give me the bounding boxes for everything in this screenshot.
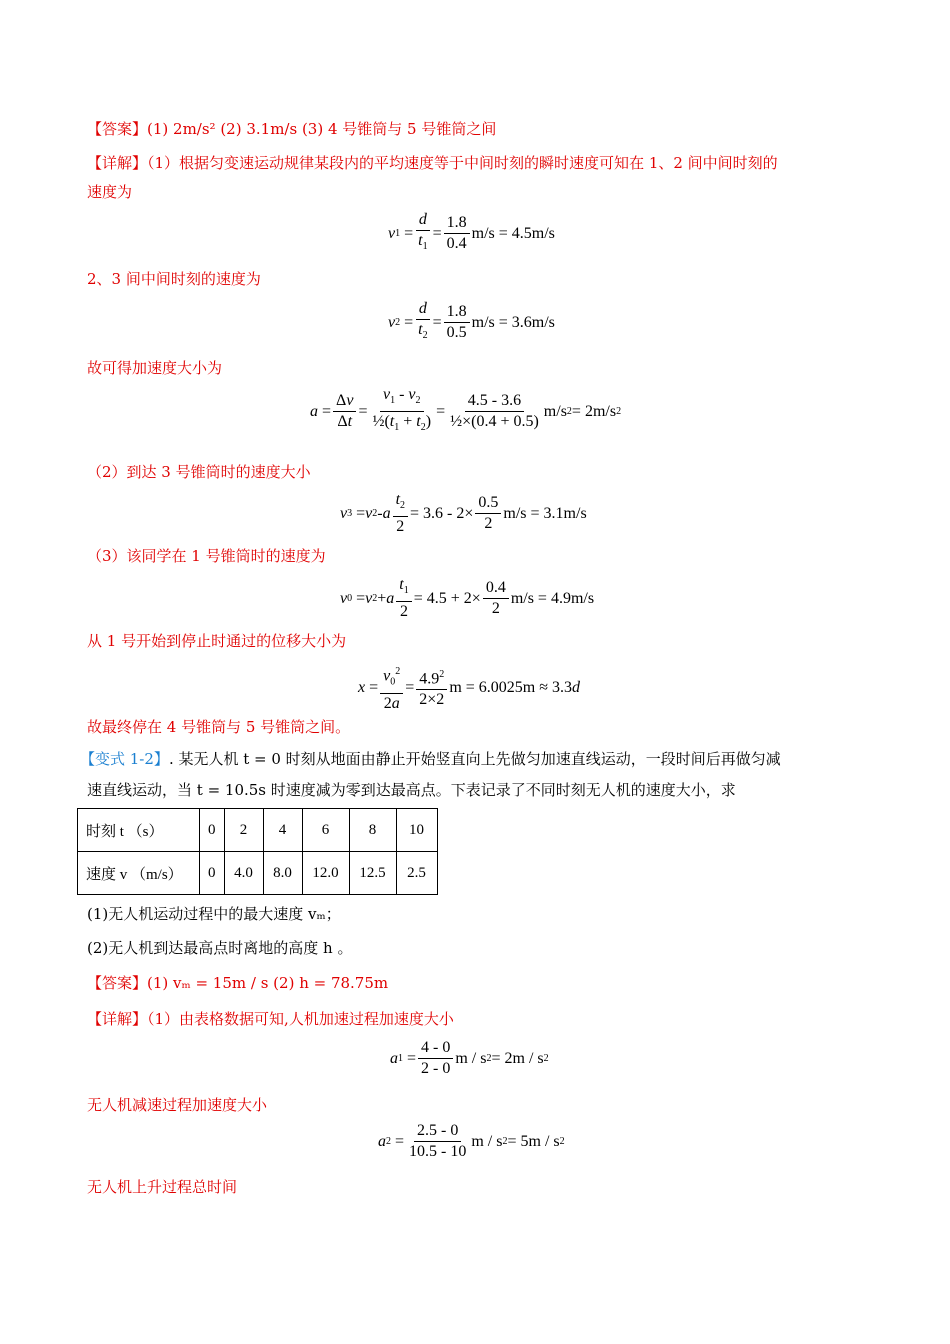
answer-2-bracket: 【答案】	[87, 974, 148, 992]
table-cell: 12.0	[302, 852, 349, 895]
detail-1-bracket: 【详解】	[87, 154, 148, 172]
equation-v3: v 3 = v 2 - a $\frac{t_2}{2}$ = 3.6 - 2× $\frac{0.5}{2}$ m/s = 3.1m/s	[340, 491, 587, 536]
table-row	[78, 809, 438, 852]
text-2-3-mid: 2、3 间中间时刻的速度为	[87, 270, 261, 288]
table-cell: 10	[396, 809, 437, 852]
variant-line-2: 速直线运动，当 t = 10.5s 时速度减为零到达最高点。下表记录了不同时刻无人机的速度大小，求	[87, 781, 736, 799]
text-q2: （2）到达 3 号锥筒时的速度大小	[87, 463, 311, 481]
question-1: (1)无人机运动过程中的最大速度 vₘ；	[87, 905, 341, 923]
table-cell: 8.0	[263, 852, 302, 895]
table-cell: 12.5	[349, 852, 396, 895]
table-cell: 0	[200, 809, 225, 852]
answer-1-bracket: 【答案】	[87, 120, 148, 138]
answer-2-text: (1) vₘ = 15m / s (2) h = 78.75m	[147, 974, 389, 992]
detail-2-line-1: 【详解】（1）由表格数据可知,人机加速过程加速度大小	[87, 1010, 454, 1028]
text-deceleration: 无人机减速过程加速度大小	[87, 1096, 268, 1114]
answer-2	[87, 972, 388, 994]
equation-acceleration: a = $\frac{\Delta v}{\Delta t}$ = $\frac{v_1 - v_2}{\frac{1}{2}(t_1 + t_2)}$ = $\frac{4.5 - 3.6}{\text{½×(0.4 + 0.5)}}$ m/s 2 = 2m/s 2	[310, 386, 622, 434]
table-header-time: 时刻 t （s）	[78, 809, 200, 852]
equation-a1: a 1 = $\frac{4 - 0}{2 - 0}$ m / s 2 = 2m / s 2	[390, 1039, 549, 1077]
data-table	[77, 808, 438, 895]
detail-1-line-1: 【详解】（1）根据匀变速运动规律某段内的平均速度等于中间时刻的瞬时速度可知在 1、2 间中间时刻的	[87, 154, 778, 172]
text-final: 故最终停在 4 号锥筒与 5 号锥筒之间。	[87, 718, 351, 736]
text-total-time: 无人机上升过程总时间	[87, 1178, 238, 1196]
table-row	[78, 852, 438, 895]
detail-1-line-2: 速度为	[87, 183, 133, 201]
table-cell: 6	[302, 809, 349, 852]
equation-v2: v 2 = $\frac{d}{t_2}$ = $\frac{1.8}{0.5}$ m/s = 3.6m/s	[388, 300, 555, 342]
table-cell: 0	[200, 852, 225, 895]
variant-label: 【变式 1-2】	[80, 750, 169, 768]
table-cell: 8	[349, 809, 396, 852]
variant-line-1: 【变式 1-2】. 某无人机 t = 0 时刻从地面由静止开始竖直向上先做匀加速直线运动，一段时间后再做匀减	[80, 750, 781, 768]
table-cell: 4	[263, 809, 302, 852]
text-acceleration: 故可得加速度大小为	[87, 359, 223, 377]
detail-2-bracket: 【详解】	[87, 1010, 148, 1028]
answer-1	[87, 118, 496, 140]
table-header-velocity: 速度 v （m/s）	[78, 852, 200, 895]
table-cell: 4.0	[224, 852, 263, 895]
text-displacement: 从 1 号开始到停止时通过的位移大小为	[87, 632, 347, 650]
table-cell: 2.5	[396, 852, 437, 895]
text-q3: （3）该同学在 1 号锥筒时的速度为	[87, 547, 326, 565]
equation-v1: v 1 = $\frac{d}{t_1}$ = $\frac{1.8}{0.4}$ m/s = 4.5m/s	[388, 211, 555, 253]
equation-a2: a 2 = $\frac{2.5 - 0}{10.5 - 10}$ m / s 2 = 5m / s 2	[378, 1122, 565, 1160]
answer-1-text: (1) 2m/s² (2) 3.1m/s (3) 4 号锥筒与 5 号锥筒之间	[147, 120, 497, 138]
equation-v0: v 0 = v 2 + a $\frac{t_1}{2}$ = 4.5 + 2× $\frac{0.4}{2}$ m/s = 4.9m/s	[340, 576, 595, 621]
equation-x: x = $\frac{v_0^2}{2a}$ = $\frac{4.9^2}{2\times 2}$ m = 6.0025m ≈ 3.3 d	[358, 662, 580, 714]
table-cell: 2	[224, 809, 263, 852]
question-2: (2)无人机到达最高点时离地的高度 h 。	[87, 939, 353, 957]
